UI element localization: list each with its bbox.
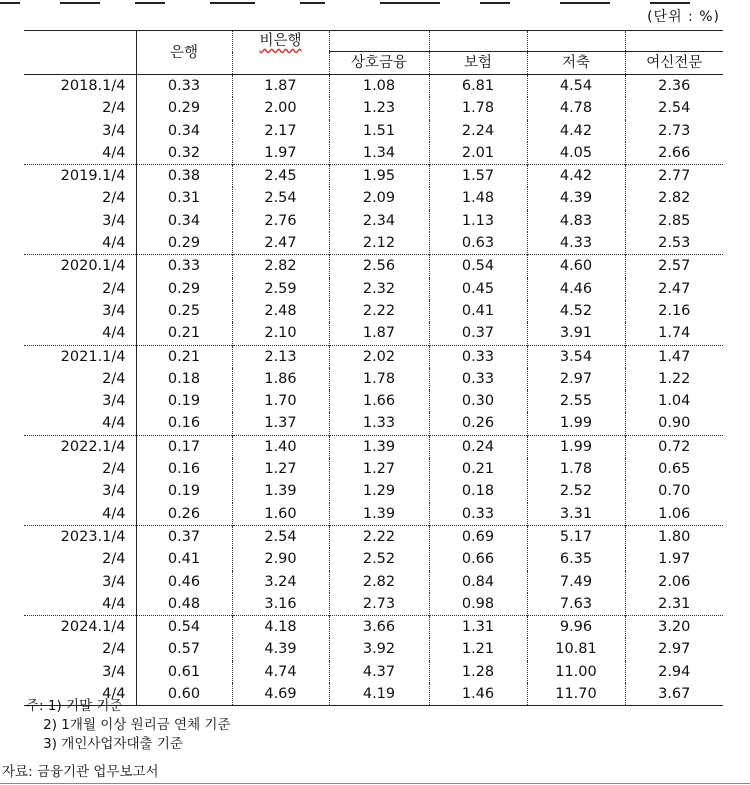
table-row <box>24 165 723 188</box>
value-cell: 1.13 <box>429 210 527 232</box>
value-cell: 2.76 <box>232 210 329 232</box>
table-row <box>24 593 723 616</box>
value-cell: 0.61 <box>136 661 232 683</box>
value-cell: 0.24 <box>429 435 527 458</box>
value-cell: 2.17 <box>232 120 329 142</box>
value-cell: 4.39 <box>232 638 329 660</box>
table-row <box>24 120 723 142</box>
value-cell: 1.48 <box>429 187 527 209</box>
value-cell: 0.98 <box>429 593 527 616</box>
quarter-cell: 3/4 <box>24 120 136 142</box>
table-row <box>24 616 723 639</box>
value-cell: 1.74 <box>658 325 691 342</box>
header-bank: 은행 <box>136 31 232 75</box>
value-cell: 0.38 <box>136 165 232 188</box>
value-cell: 4.83 <box>527 210 625 232</box>
value-cell: 1.21 <box>429 638 527 660</box>
value-cell: 0.84 <box>429 571 527 593</box>
value-cell: 2.00 <box>232 97 329 119</box>
value-cell: 0.21 <box>136 322 232 345</box>
value-cell: 2.82 <box>329 571 429 593</box>
value-cell: 2.54 <box>658 100 691 117</box>
value-cell: 0.69 <box>429 525 527 548</box>
value-cell: 3.20 <box>625 616 723 639</box>
quarter-cell: 3/4 <box>24 210 136 232</box>
value-cell: 1.80 <box>625 525 723 548</box>
value-cell: 9.96 <box>527 616 625 639</box>
value-cell: 1.87 <box>329 322 429 345</box>
quarter-cell: 2023.1/4 <box>24 525 136 548</box>
value-cell: 0.29 <box>136 232 232 255</box>
quarter-cell: 4/4 <box>24 593 136 616</box>
value-cell: 2.85 <box>658 212 691 229</box>
value-cell: 4.69 <box>232 683 329 706</box>
source-note: 자료: 금융기관 업무보고서 <box>2 764 159 780</box>
value-cell: 1.34 <box>329 142 429 165</box>
quarter-cell: 3/4 <box>24 300 136 322</box>
quarter-header <box>24 31 136 75</box>
table-row <box>24 525 723 548</box>
value-cell: 6.35 <box>527 548 625 570</box>
value-cell: 2.53 <box>658 235 691 252</box>
value-cell: 2.54 <box>232 525 329 548</box>
value-cell: 4.46 <box>527 278 625 300</box>
value-cell: 1.37 <box>232 412 329 435</box>
value-cell: 2.52 <box>329 548 429 570</box>
value-cell: 2.32 <box>329 278 429 300</box>
value-cell: 4.19 <box>329 683 429 706</box>
quarter-cell: 2021.1/4 <box>24 345 136 368</box>
value-cell: 0.25 <box>136 300 232 322</box>
value-cell: 2.73 <box>329 593 429 616</box>
value-cell: 1.66 <box>329 390 429 412</box>
value-cell: 0.60 <box>136 683 232 706</box>
value-cell: 4.42 <box>527 165 625 188</box>
value-cell: 0.70 <box>658 483 691 500</box>
value-cell: 1.99 <box>527 412 625 435</box>
value-cell: 1.39 <box>329 503 429 526</box>
table-body <box>24 75 723 706</box>
value-cell: 1.23 <box>329 97 429 119</box>
value-cell: 2.82 <box>232 255 329 278</box>
value-cell: 2.48 <box>232 300 329 322</box>
value-cell: 1.28 <box>429 661 527 683</box>
table-row <box>24 548 723 570</box>
value-cell: 4.37 <box>329 661 429 683</box>
value-cell: 1.39 <box>232 480 329 502</box>
table-row <box>24 278 723 300</box>
value-cell: 0.33 <box>429 368 527 390</box>
value-cell: 2.10 <box>232 322 329 345</box>
footnote-1: 주: 1) 기말 기준 <box>26 698 123 714</box>
value-cell: 1.04 <box>658 393 691 410</box>
table-row <box>24 142 723 165</box>
value-cell: 1.78 <box>429 97 527 119</box>
value-cell: 0.26 <box>429 412 527 435</box>
quarter-cell: 4/4 <box>24 683 136 706</box>
footnote-2: 2) 1개월 이상 원리금 연체 기준 <box>26 717 231 733</box>
value-cell: 1.40 <box>232 435 329 458</box>
quarter-cell: 4/4 <box>24 232 136 255</box>
value-cell: 1.97 <box>232 142 329 165</box>
table-row <box>24 255 723 278</box>
quarter-cell: 4/4 <box>24 412 136 435</box>
value-cell: 0.16 <box>136 412 232 435</box>
value-cell: 1.60 <box>232 503 329 526</box>
value-cell: 2.16 <box>658 302 691 319</box>
value-cell: 0.33 <box>136 255 232 278</box>
value-cell: 2.13 <box>232 345 329 368</box>
value-cell: 2.94 <box>658 663 691 680</box>
quarter-cell: 2020.1/4 <box>24 255 136 278</box>
value-cell: 0.31 <box>136 187 232 209</box>
value-cell: 2.45 <box>232 165 329 188</box>
quarter-cell: 2019.1/4 <box>24 165 136 188</box>
value-cell: 1.97 <box>658 551 691 568</box>
value-cell: 0.37 <box>429 322 527 345</box>
value-cell: 1.46 <box>429 683 527 706</box>
table-row <box>24 480 723 502</box>
value-cell: 0.34 <box>136 120 232 142</box>
header-savings: 저축 <box>527 52 625 75</box>
value-cell: 3.66 <box>329 616 429 639</box>
value-cell: 4.52 <box>527 300 625 322</box>
value-cell: 7.49 <box>527 571 625 593</box>
value-cell: 3.67 <box>625 683 723 706</box>
table-row <box>24 390 723 412</box>
table-row <box>24 571 723 593</box>
value-cell: 0.18 <box>136 368 232 390</box>
value-cell: 2.77 <box>625 165 723 188</box>
value-cell: 0.65 <box>658 461 691 478</box>
value-cell: 3.16 <box>232 593 329 616</box>
value-cell: 2.06 <box>658 573 691 590</box>
header-nonbank <box>232 31 329 52</box>
value-cell: 2.47 <box>232 232 329 255</box>
quarter-cell: 2022.1/4 <box>24 435 136 458</box>
header-nonbank-total <box>232 52 329 75</box>
value-cell: 2.66 <box>658 144 691 161</box>
value-cell: 0.16 <box>136 458 232 480</box>
value-cell: 2.36 <box>658 78 691 94</box>
value-cell: 6.81 <box>429 75 527 98</box>
value-cell: 0.66 <box>429 548 527 570</box>
value-cell: 0.72 <box>625 435 723 458</box>
value-cell: 2.54 <box>232 187 329 209</box>
value-cell: 3.91 <box>527 322 625 345</box>
value-cell: 1.33 <box>329 412 429 435</box>
value-cell: 0.19 <box>136 390 232 412</box>
bottom-rule <box>0 783 750 784</box>
value-cell: 7.63 <box>527 593 625 616</box>
table-row <box>24 412 723 435</box>
quarter-cell: 2/4 <box>24 187 136 209</box>
value-cell: 0.29 <box>136 278 232 300</box>
table-row <box>24 187 723 209</box>
value-cell: 1.95 <box>329 165 429 188</box>
value-cell: 2.22 <box>329 300 429 322</box>
quarter-cell: 4/4 <box>24 503 136 526</box>
table-row <box>24 435 723 458</box>
value-cell: 4.54 <box>527 75 625 98</box>
quarter-cell: 3/4 <box>24 390 136 412</box>
value-cell: 1.08 <box>329 75 429 98</box>
value-cell: 0.33 <box>136 75 232 98</box>
quarter-cell: 4/4 <box>24 322 136 345</box>
quarter-cell: 3/4 <box>24 571 136 593</box>
value-cell: 11.70 <box>527 683 625 706</box>
value-cell: 0.32 <box>136 142 232 165</box>
table-row <box>24 75 723 98</box>
unit-label: (단위 : %) <box>647 9 720 25</box>
value-cell: 0.45 <box>429 278 527 300</box>
table-row <box>24 97 723 119</box>
value-cell: 2.02 <box>329 345 429 368</box>
quarter-cell: 2/4 <box>24 368 136 390</box>
value-cell: 2.82 <box>658 190 691 207</box>
value-cell: 0.17 <box>136 435 232 458</box>
table-row <box>24 322 723 345</box>
value-cell: 1.29 <box>329 480 429 502</box>
value-cell: 0.18 <box>429 480 527 502</box>
table-row <box>24 232 723 255</box>
header-mutual: 상호금융 <box>329 52 429 75</box>
value-cell: 4.05 <box>527 142 625 165</box>
header-credit-card: 여신전문 <box>625 52 723 75</box>
top-rule <box>0 0 750 6</box>
value-cell: 11.00 <box>527 661 625 683</box>
table-row <box>24 661 723 683</box>
value-cell: 2.90 <box>232 548 329 570</box>
value-cell: 0.21 <box>429 458 527 480</box>
value-cell: 2.22 <box>329 525 429 548</box>
table-row <box>24 368 723 390</box>
value-cell: 0.41 <box>429 300 527 322</box>
value-cell: 2.97 <box>527 368 625 390</box>
value-cell: 1.47 <box>625 345 723 368</box>
value-cell: 2.55 <box>527 390 625 412</box>
value-cell: 3.24 <box>232 571 329 593</box>
table-row <box>24 345 723 368</box>
value-cell: 2.56 <box>329 255 429 278</box>
value-cell: 0.29 <box>136 97 232 119</box>
quarter-cell: 2024.1/4 <box>24 616 136 639</box>
value-cell: 1.27 <box>329 458 429 480</box>
quarter-cell: 2/4 <box>24 638 136 660</box>
value-cell: 2.24 <box>429 120 527 142</box>
value-cell: 3.92 <box>329 638 429 660</box>
value-cell: 4.60 <box>527 255 625 278</box>
header-insurance: 보험 <box>429 52 527 75</box>
value-cell: 0.21 <box>136 345 232 368</box>
value-cell: 0.34 <box>136 210 232 232</box>
value-cell: 0.30 <box>429 390 527 412</box>
value-cell: 0.63 <box>429 232 527 255</box>
quarter-cell: 3/4 <box>24 480 136 502</box>
value-cell: 2.12 <box>329 232 429 255</box>
value-cell: 4.18 <box>232 616 329 639</box>
quarter-cell: 4/4 <box>24 142 136 165</box>
header-row-1 <box>24 31 723 52</box>
value-cell: 4.39 <box>527 187 625 209</box>
table-row <box>24 503 723 526</box>
value-cell: 1.22 <box>658 370 691 387</box>
value-cell: 1.39 <box>329 435 429 458</box>
quarter-cell: 3/4 <box>24 661 136 683</box>
value-cell: 1.27 <box>232 458 329 480</box>
value-cell: 0.37 <box>136 525 232 548</box>
quarter-cell: 2/4 <box>24 458 136 480</box>
table-row <box>24 210 723 232</box>
value-cell: 10.81 <box>527 638 625 660</box>
value-cell: 1.06 <box>658 505 691 522</box>
value-cell: 0.54 <box>136 616 232 639</box>
value-cell: 4.78 <box>527 97 625 119</box>
value-cell: 0.54 <box>429 255 527 278</box>
quarter-cell: 2/4 <box>24 278 136 300</box>
value-cell: 2.57 <box>625 255 723 278</box>
quarter-cell: 2/4 <box>24 97 136 119</box>
footnotes <box>26 697 231 754</box>
value-cell: 1.86 <box>232 368 329 390</box>
value-cell: 1.99 <box>527 435 625 458</box>
value-cell: 3.54 <box>527 345 625 368</box>
value-cell: 1.87 <box>232 75 329 98</box>
delinquency-table <box>24 30 723 706</box>
value-cell: 0.41 <box>136 548 232 570</box>
header-nonbank-label: 비은행 <box>259 33 302 49</box>
value-cell: 5.17 <box>527 525 625 548</box>
value-cell: 4.42 <box>527 120 625 142</box>
value-cell: 0.46 <box>136 571 232 593</box>
value-cell: 4.74 <box>232 661 329 683</box>
table-row <box>24 638 723 660</box>
table-row <box>24 458 723 480</box>
value-cell: 0.19 <box>136 480 232 502</box>
value-cell: 2.34 <box>329 210 429 232</box>
value-cell: 0.48 <box>136 593 232 616</box>
value-cell: 2.59 <box>232 278 329 300</box>
value-cell: 0.33 <box>429 503 527 526</box>
value-cell: 0.57 <box>136 638 232 660</box>
value-cell: 3.31 <box>527 503 625 526</box>
value-cell: 1.51 <box>329 120 429 142</box>
value-cell: 2.31 <box>658 595 691 612</box>
value-cell: 2.47 <box>658 280 691 297</box>
table-row <box>24 300 723 322</box>
value-cell: 2.01 <box>429 142 527 165</box>
value-cell: 1.78 <box>329 368 429 390</box>
value-cell: 1.57 <box>429 165 527 188</box>
value-cell: 1.31 <box>429 616 527 639</box>
quarter-cell: 2/4 <box>24 548 136 570</box>
value-cell: 0.33 <box>429 345 527 368</box>
quarter-cell: 2018.1/4 <box>24 75 136 98</box>
value-cell: 2.73 <box>658 122 691 139</box>
value-cell: 0.90 <box>658 415 691 432</box>
value-cell: 0.26 <box>136 503 232 526</box>
value-cell: 1.78 <box>527 458 625 480</box>
value-cell: 2.52 <box>527 480 625 502</box>
value-cell: 1.70 <box>232 390 329 412</box>
value-cell: 4.33 <box>527 232 625 255</box>
value-cell: 2.09 <box>329 187 429 209</box>
footnote-3: 3) 개인사업자대출 기준 <box>26 736 183 752</box>
value-cell: 2.97 <box>658 641 691 658</box>
